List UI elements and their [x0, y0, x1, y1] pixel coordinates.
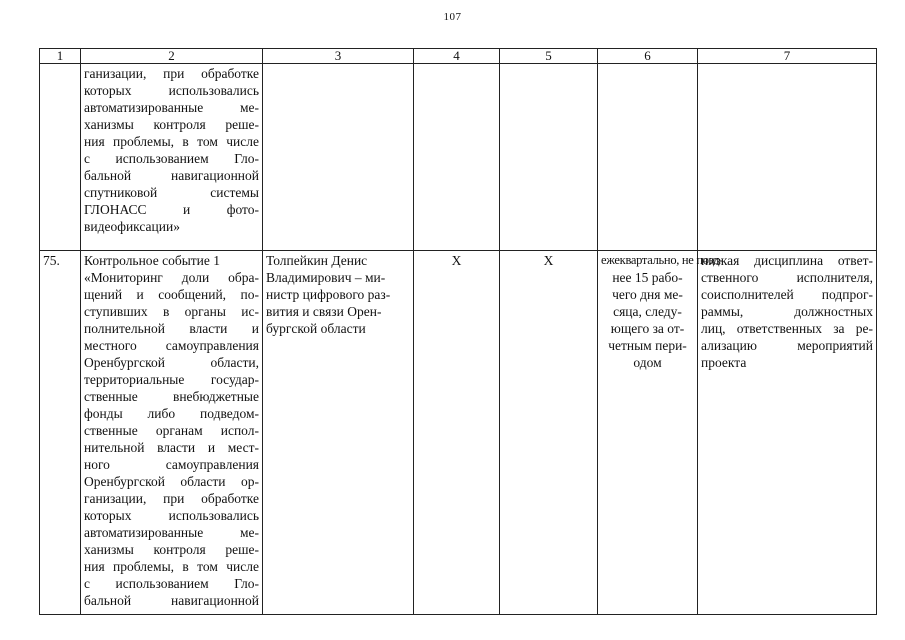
text-line: которых использовались — [84, 508, 259, 523]
text-line: ного самоуправления — [84, 457, 259, 472]
text-line: ганизации, при обработке — [84, 66, 259, 81]
text-line: лиц, ответственных за ре- — [701, 321, 873, 336]
text-line: нистр цифрового раз- — [266, 287, 391, 302]
table-row-75 — [40, 251, 877, 615]
description-cell — [81, 64, 263, 251]
column-header-3: 3 — [263, 49, 414, 64]
text-line: низкая дисциплина ответ- — [701, 253, 873, 268]
text-line: Оренбургской области ор- — [84, 474, 259, 489]
text-line: проекта — [701, 355, 747, 370]
table-row-continued — [40, 64, 877, 251]
column-header-6: 6 — [598, 49, 698, 64]
text-line: ющего за от- — [610, 321, 685, 336]
text-line: ежеквартально, не позд- — [601, 253, 724, 267]
text-line: Оренбургской области, — [84, 355, 259, 370]
column-5-mark: X — [500, 251, 598, 615]
text-line: ализацию мероприятий — [701, 338, 873, 353]
text-line: нительной власти и мест- — [84, 440, 259, 455]
text-line: ственные органам испол- — [84, 423, 259, 438]
text-line: нее 15 рабо- — [612, 270, 683, 285]
text-line: раммы, должностных — [701, 304, 873, 319]
text-line: вития и связи Орен- — [266, 304, 382, 319]
text-line: ния проблемы, в том числе — [84, 559, 259, 574]
text-line: видеофиксации» — [84, 219, 180, 234]
column-4-mark: X — [414, 251, 500, 615]
risk-cell — [698, 64, 877, 251]
text-line: ганизации, при обработке — [84, 491, 259, 506]
text-line: «Мониторинг доли обра- — [84, 270, 259, 285]
text-line: Владимирович – ми- — [266, 270, 386, 285]
text-line: бальной навигационной — [84, 593, 259, 608]
text-line: соисполнителей подпрог- — [701, 287, 873, 302]
text-line: ханизмы контроля реше- — [84, 117, 259, 132]
risk-cell — [698, 251, 877, 615]
text-line: четным пери- — [608, 338, 687, 353]
column-header-1: 1 — [40, 49, 81, 64]
text-line: спутниковой системы — [84, 185, 259, 200]
text-line: ственные внебюджетные — [84, 389, 259, 404]
page-number: 107 — [443, 11, 462, 23]
deadline-cell — [598, 64, 698, 251]
text-line: чего дня ме- — [612, 287, 683, 302]
text-line: местного самоуправления — [84, 338, 259, 353]
responsible-cell — [263, 251, 414, 615]
text-line: автоматизированные ме- — [84, 525, 259, 540]
text-line: автоматизированные ме- — [84, 100, 259, 115]
text-line: сяца, следу- — [613, 304, 682, 319]
column-header-4: 4 — [414, 49, 500, 64]
column-header-5: 5 — [500, 49, 598, 64]
text-line: ственного исполнителя, — [701, 270, 873, 285]
text-line: которых использовались — [84, 83, 259, 98]
column-4-cell — [414, 64, 500, 251]
text-line: Толпейкин Денис — [266, 253, 368, 268]
text-line: фонды либо подведом- — [84, 406, 259, 421]
text-line: с использованием Гло- — [84, 576, 259, 591]
document-table — [39, 48, 877, 615]
row-number: 75. — [40, 251, 81, 615]
text-line: ГЛОНАСС и фото- — [84, 202, 259, 217]
text-line: ханизмы контроля реше- — [84, 542, 259, 557]
responsible-cell — [263, 64, 414, 251]
column-header-2: 2 — [81, 49, 263, 64]
text-line: Контрольное событие 1 — [84, 253, 221, 268]
text-line: территориальные государ- — [84, 372, 259, 387]
text-line: ступивших в органы ис- — [84, 304, 259, 319]
column-header-7: 7 — [698, 49, 877, 64]
row-number-cell — [40, 64, 81, 251]
description-cell — [81, 251, 263, 615]
text-line: с использованием Гло- — [84, 151, 259, 166]
text-line: бургской области — [266, 321, 366, 336]
text-line: щений и сообщений, по- — [84, 287, 259, 302]
column-5-cell — [500, 64, 598, 251]
text-line: бальной навигационной — [84, 168, 259, 183]
text-line: ния проблемы, в том числе — [84, 134, 259, 149]
text-line: одом — [633, 355, 662, 370]
header-row — [40, 49, 877, 64]
text-line: полнительной власти и — [84, 321, 259, 336]
